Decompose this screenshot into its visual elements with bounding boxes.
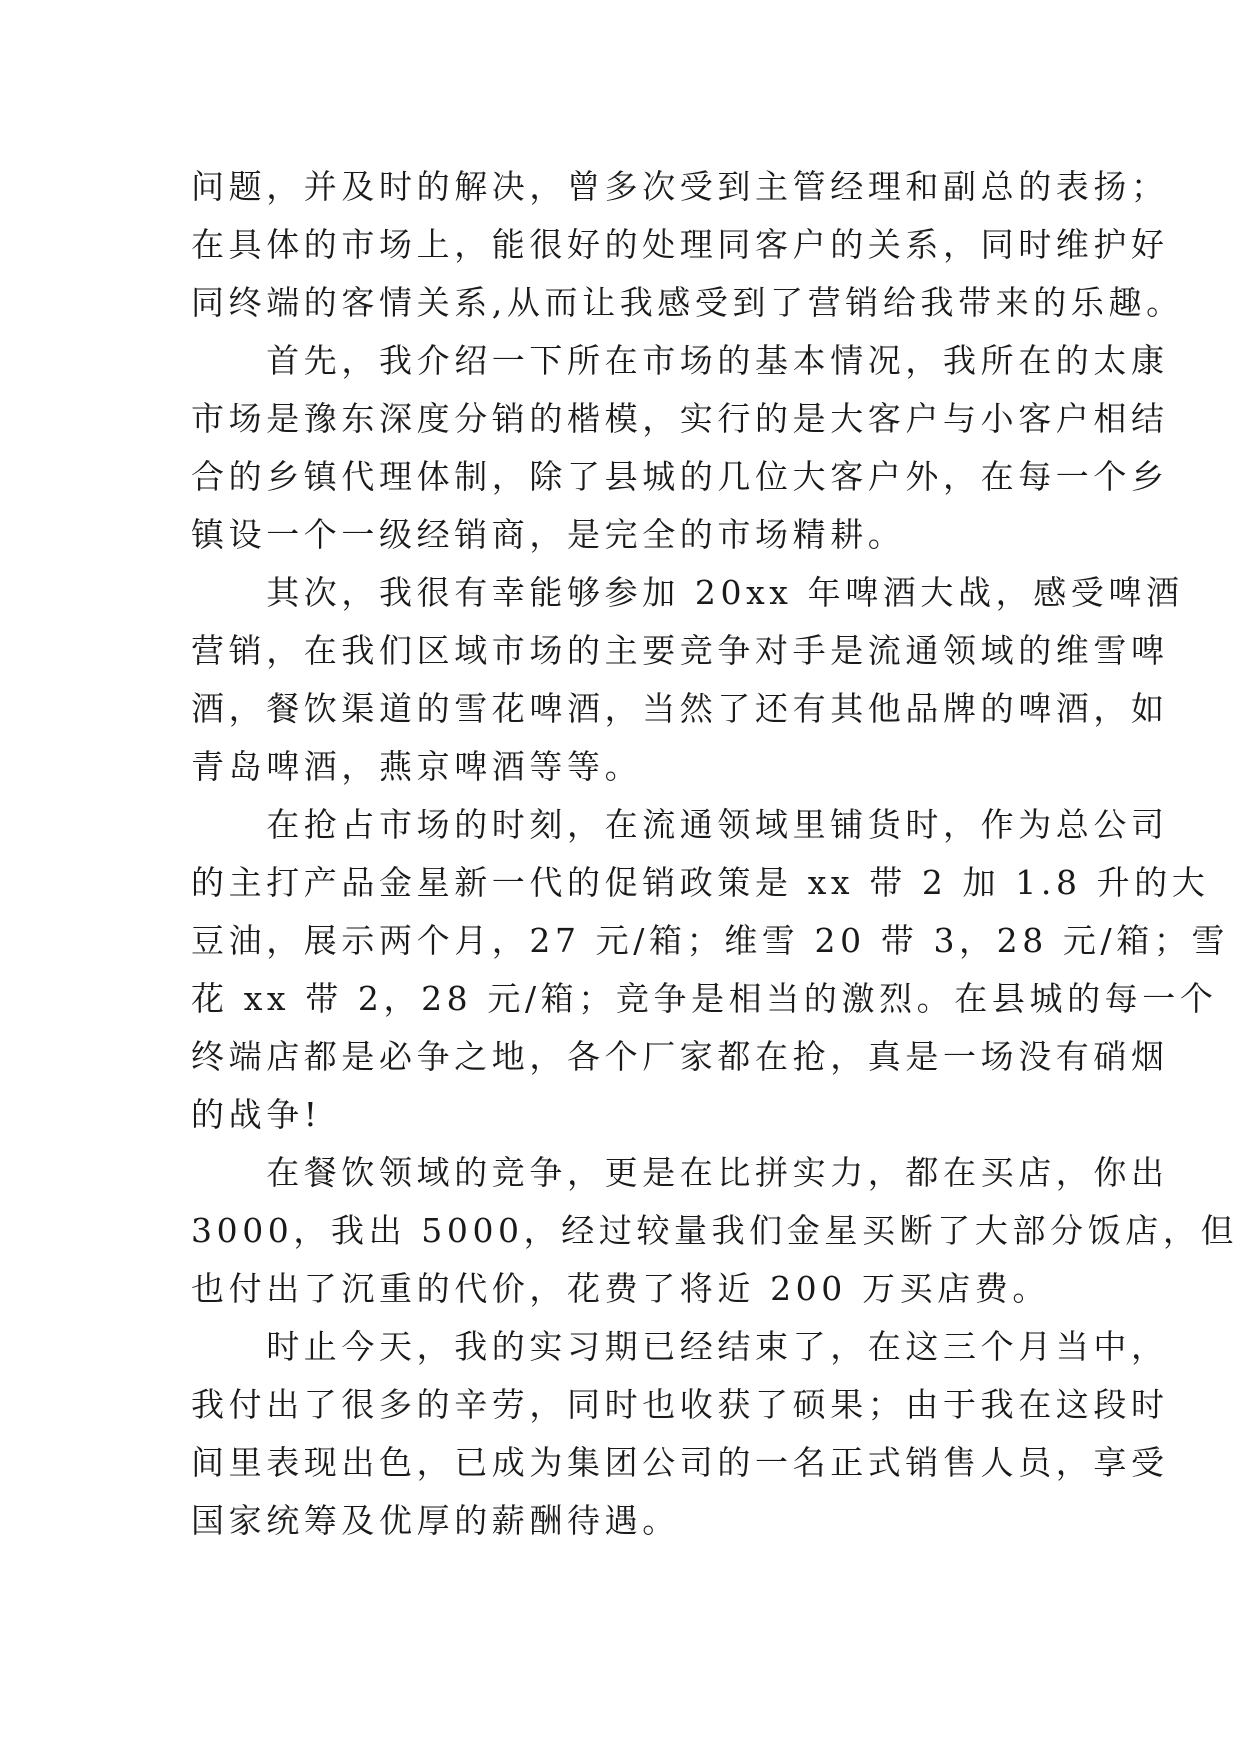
- text-line: 终端店都是必争之地，各个厂家都在抢，真是一场没有硝烟: [191, 1037, 1169, 1076]
- text-line: 酒，餐饮渠道的雪花啤酒，当然了还有其他品牌的啤酒，如: [191, 689, 1169, 728]
- text-line: 市场是豫东深度分销的楷模，实行的是大客户与小客户相结: [191, 399, 1169, 438]
- text-line: 营销，在我们区域市场的主要竞争对手是流通领域的维雪啤: [191, 631, 1169, 670]
- text-line: 的战争!: [191, 1095, 322, 1134]
- text-line: 在具体的市场上，能很好的处理同客户的关系，同时维护好: [191, 225, 1169, 264]
- text-line: 国家统筹及优厚的薪酬待遇。: [191, 1501, 680, 1540]
- text-line: 在餐饮领域的竞争，更是在比拼实力，都在买店，你出: [191, 1153, 1169, 1192]
- text-line: 青岛啤酒，燕京啤酒等等。: [191, 747, 643, 786]
- text-line: 豆油，展示两个月，27 元/箱；维雪 20 带 3，28 元/箱；雪: [191, 921, 1230, 960]
- text-line: 3000，我出 5000，经过较量我们金星买断了大部分饭店，但: [191, 1211, 1239, 1250]
- document-body-text: [191, 158, 1239, 1550]
- text-line: 其次，我很有幸能够参加 20xx 年啤酒大战，感受啤酒: [191, 573, 1184, 612]
- text-line: 同终端的客情关系,从而让我感受到了营销给我带来的乐趣。: [191, 283, 1184, 322]
- text-line: 镇设一个一级经销商，是完全的市场精耕。: [191, 515, 906, 554]
- text-line: 问题，并及时的解决，曾多次受到主管经理和副总的表扬；: [191, 167, 1169, 206]
- text-line: 间里表现出色，已成为集团公司的一名正式销售人员，享受: [191, 1443, 1169, 1482]
- text-line: 合的乡镇代理体制，除了县城的几位大客户外，在每一个乡: [191, 457, 1169, 496]
- text-line: 也付出了沉重的代价，花费了将近 200 万买店费。: [191, 1269, 1050, 1308]
- text-line: 的主打产品金星新一代的促销政策是 xx 带 2 加 1.8 升的大: [191, 863, 1210, 902]
- text-line: 花 xx 带 2，28 元/箱；竞争是相当的激烈。在县城的每一个: [191, 979, 1218, 1018]
- text-line: 时止今天，我的实习期已经结束了，在这三个月当中，: [191, 1327, 1169, 1366]
- text-line: 首先，我介绍一下所在市场的基本情况，我所在的太康: [191, 341, 1169, 380]
- text-line: 在抢占市场的时刻，在流通领域里铺货时，作为总公司: [191, 805, 1169, 844]
- text-line: 我付出了很多的辛劳，同时也收获了硕果；由于我在这段时: [191, 1385, 1169, 1424]
